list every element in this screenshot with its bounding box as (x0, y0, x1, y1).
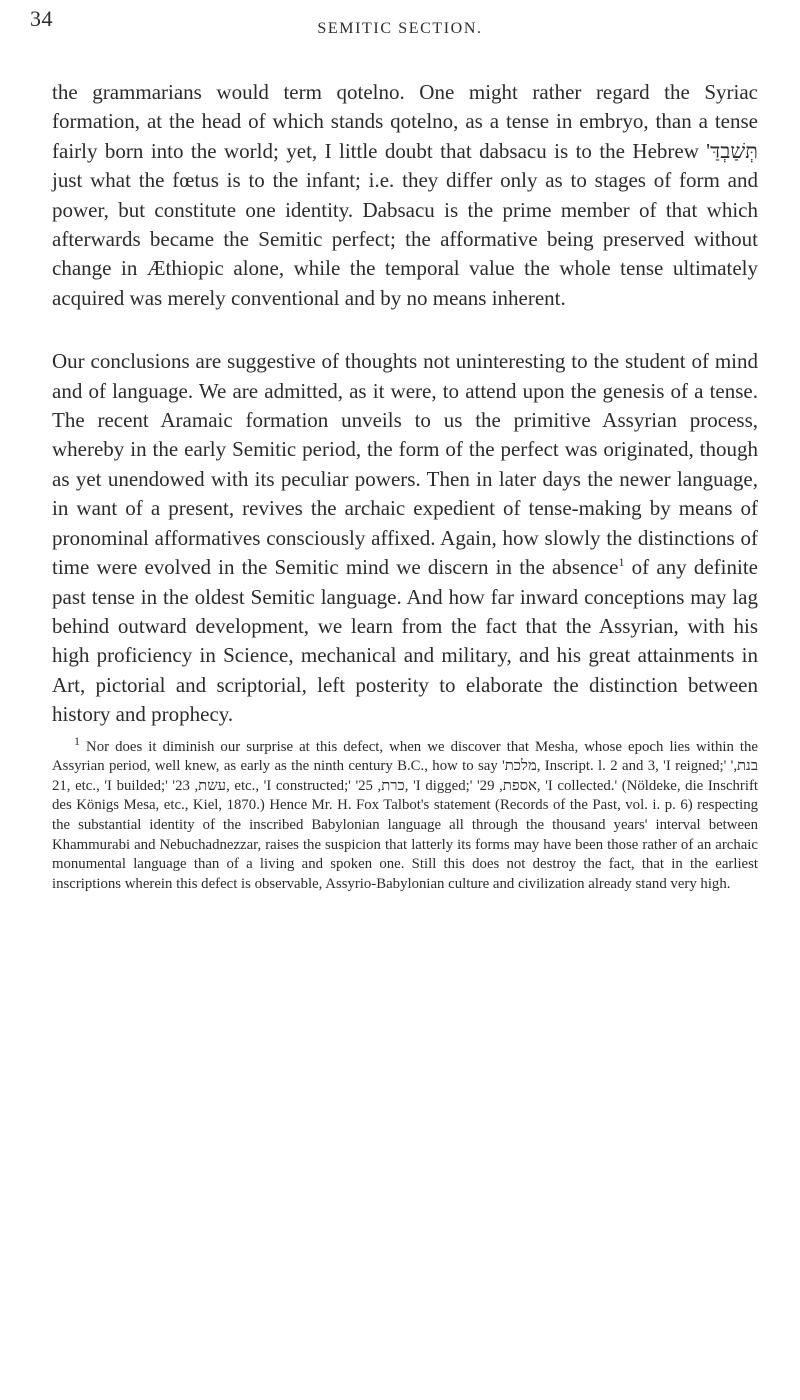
page-body (52, 78, 758, 894)
paragraph-1: the grammarians would term qotelno. One might rather regard the Syriac formation, at the head of which stands qotelno, as a tense in embryo, than a tense fairly born into the world; yet, I little doubt that dabsacu is to the Hebrew 'תְּשַׁבְדַּ just what the fœtus is to the infant; i.e. they differ only as to stages of form and power, but constitute one identity. Dabsacu is the prime member of that which afterwards became the Semitic perfect; the afformative being preserved without change in Æthiopic alone, while the temporal value the whole tense ultimately acquired was merely conventional and by no means inherent. (52, 80, 758, 310)
running-head: SEMITIC SECTION. (317, 20, 483, 37)
footnote-reference: 1 (618, 555, 625, 570)
footnote (52, 733, 759, 895)
footnote-text: Nor does it diminish our surprise at this defect, when we discover that Mesha, whose epoch lies within the Assyrian period, well knew, as early as the ninth century B.C., how to say 'מלכת, Inscript. l. 2 and 3, 'I reigned;' 'בנת, 21, etc., 'I builded;' 'עשת, 23, etc., 'I constructed;' 'כרת, 25, 'I digged;' 'אספת, 29, 'I collected.' (Nöldeke, die Inschrift des Königs Mesa, etc., Kiel, 1870.) Hence Mr. H. Fox Talbot's statement (Records of the Past, vol. i. p. 6) respecting the substantial identity of the inscribed Babylonian language all through the thousand years' interval between Khammurabi and Nebuchadnezzar, raises the suspicion that latterly its forms may have been those rather of an archaic monumental language than of a living and spoken one. Still this does not destroy the fact, that in the earliest inscriptions wherein this defect is observable, Assyrio-Babylonian culture and civilization already stand very high. (52, 738, 759, 892)
paragraph-2-text-a: Our conclusions are suggestive of thoughts not uninteresting to the student of mind and of language. We are admitted, as it were, to attend upon the genesis of a tense. The recent Aramaic formation unveils to us the primitive Assyrian process, whereby in the early Semitic period, the form of the perfect was originated, though as yet unendowed with its peculiar powers. Then in later days the newer language, in want of a present, revives the archaic expedient of tense-making by means of pronominal afformatives consciously affixed. Again, how slowly the distinctions of time were evolved in the Semitic mind we discern in the absence (52, 349, 758, 580)
paragraph-2 (52, 347, 758, 729)
page-number: 34 (30, 6, 53, 31)
footnote-marker: 1 (74, 733, 80, 748)
paragraph-2-text-b: of any definite past tense in the oldest Semitic language. And how far inward conceptions may lag behind outward development, we learn from the fact that the Assyrian, with his high proficiency in Science, mechanical and military, and his great attainments in Art, pictorial and scriptorial, left posterity to elaborate the distinction between history and prophecy. (52, 555, 758, 727)
